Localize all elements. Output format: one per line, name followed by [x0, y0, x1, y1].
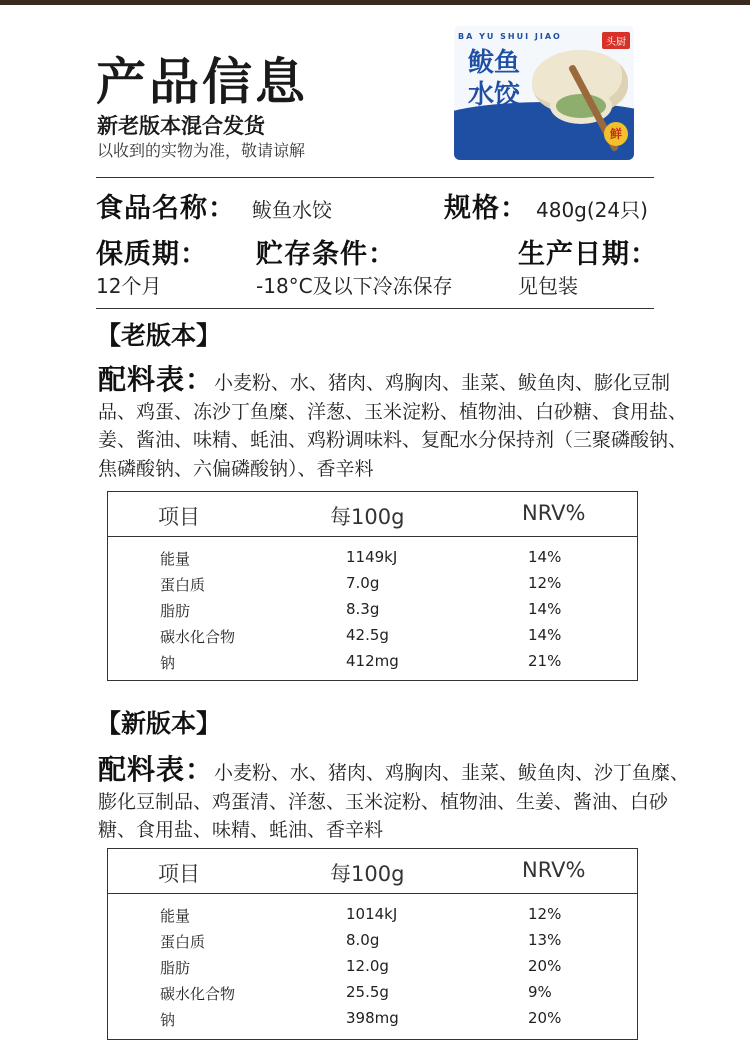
page-subtitle: 新老版本混合发货 — [97, 114, 265, 138]
shelf-life-value: 12个月 — [96, 274, 162, 298]
cell-item: 碳水化合物 — [160, 985, 236, 1003]
new-ingredients-label: 配料表： — [98, 753, 215, 786]
cell-item: 蛋白质 — [160, 933, 206, 951]
old-ingredients-text: 小麦粉、水、猪肉、鸡胸肉、韭菜、鲅鱼肉、膨化豆制品、鸡蛋、冻沙丁鱼糜、洋葱、玉米淀粉、植物油、白砂糖、食用盐、姜、酱油、味精、蚝油、鸡粉调味料、复配水分保持剂（三聚磷酸钠、焦磷酸钠、六偏磷酸钠）、香辛料 — [98, 372, 688, 480]
new-ingredients-text: 小麦粉、水、猪肉、鸡胸肉、韭菜、鲅鱼肉、沙丁鱼糜、膨化豆制品、鸡蛋清、洋葱、玉米淀粉、植物油、生姜、酱油、白砂糖、食用盐、味精、蚝油、香辛料 — [98, 762, 690, 841]
package-pinyin: BA YU SHUI JIAO — [458, 32, 562, 41]
product-package-image — [454, 26, 634, 160]
package-name-line2: 水饺 — [468, 80, 521, 110]
shipping-note: 以收到的实物为准，敬请谅解 — [97, 141, 306, 160]
cell-value: 42.5g — [346, 626, 389, 644]
storage-label: 贮存条件： — [256, 239, 396, 270]
header-nrv: NRV% — [522, 858, 586, 882]
cell-value: 25.5g — [346, 983, 389, 1001]
cell-nrv: 14% — [528, 600, 562, 618]
table-header — [108, 849, 637, 894]
production-date-label: 生产日期： — [518, 239, 658, 270]
package-name-line1: 鲅鱼 — [468, 48, 521, 78]
table-row — [108, 649, 637, 675]
table-row — [108, 902, 637, 928]
spec-value: 480g(24只) — [536, 198, 648, 222]
table-row — [108, 623, 637, 649]
cell-value: 398mg — [346, 1009, 399, 1027]
spec-label: 规格： — [444, 193, 528, 224]
cell-nrv: 14% — [528, 548, 562, 566]
new-nutrition-table — [107, 848, 638, 1040]
storage-value: -18°C及以下冷冻保存 — [256, 274, 453, 298]
cell-nrv: 12% — [528, 905, 562, 923]
header-item: 项目 — [158, 862, 200, 886]
divider — [96, 308, 654, 309]
cell-nrv: 21% — [528, 652, 562, 670]
table-row — [108, 928, 637, 954]
cell-item: 能量 — [160, 550, 191, 568]
cell-value: 1149kJ — [346, 548, 398, 566]
food-name-value: 鲅鱼水饺 — [252, 198, 332, 222]
table-row — [108, 954, 637, 980]
old-nutrition-table — [107, 491, 638, 681]
divider — [96, 177, 654, 178]
cell-nrv: 9% — [528, 983, 552, 1001]
food-name-label: 食品名称： — [96, 193, 236, 224]
cell-item: 钠 — [160, 1011, 176, 1029]
brand-logo: 头厨 — [602, 32, 630, 49]
header-nrv: NRV% — [522, 501, 586, 525]
cell-nrv: 12% — [528, 574, 562, 592]
old-ingredients — [98, 363, 698, 483]
new-version-title: 【新版本】 — [96, 709, 222, 738]
cell-nrv: 14% — [528, 626, 562, 644]
cell-item: 碳水化合物 — [160, 628, 236, 646]
old-ingredients-label: 配料表： — [98, 363, 215, 396]
page-title: 产品信息 — [96, 53, 308, 111]
cell-value: 8.3g — [346, 600, 380, 618]
cell-nrv: 20% — [528, 957, 562, 975]
cell-value: 412mg — [346, 652, 399, 670]
shelf-life-label: 保质期： — [96, 239, 208, 270]
cell-value: 12.0g — [346, 957, 389, 975]
table-row — [108, 545, 637, 571]
cell-item: 能量 — [160, 907, 191, 925]
table-row — [108, 980, 637, 1006]
header-per100g: 每100g — [330, 862, 405, 886]
cell-value: 7.0g — [346, 574, 380, 592]
old-version-title: 【老版本】 — [96, 321, 222, 350]
cell-nrv: 13% — [528, 931, 562, 949]
cell-item: 脂肪 — [160, 959, 191, 977]
table-row — [108, 571, 637, 597]
cell-item: 蛋白质 — [160, 576, 206, 594]
cell-value: 1014kJ — [346, 905, 398, 923]
table-header — [108, 492, 637, 537]
new-ingredients — [98, 753, 698, 845]
fresh-seal: 鲜 — [604, 122, 628, 146]
table-row — [108, 1006, 637, 1032]
header-item: 项目 — [158, 505, 200, 529]
cell-item: 钠 — [160, 654, 176, 672]
production-date-value: 见包装 — [518, 274, 578, 298]
header-per100g: 每100g — [330, 505, 405, 529]
table-row — [108, 597, 637, 623]
cell-value: 8.0g — [346, 931, 380, 949]
cell-item: 脂肪 — [160, 602, 191, 620]
top-border — [0, 0, 750, 5]
cell-nrv: 20% — [528, 1009, 562, 1027]
